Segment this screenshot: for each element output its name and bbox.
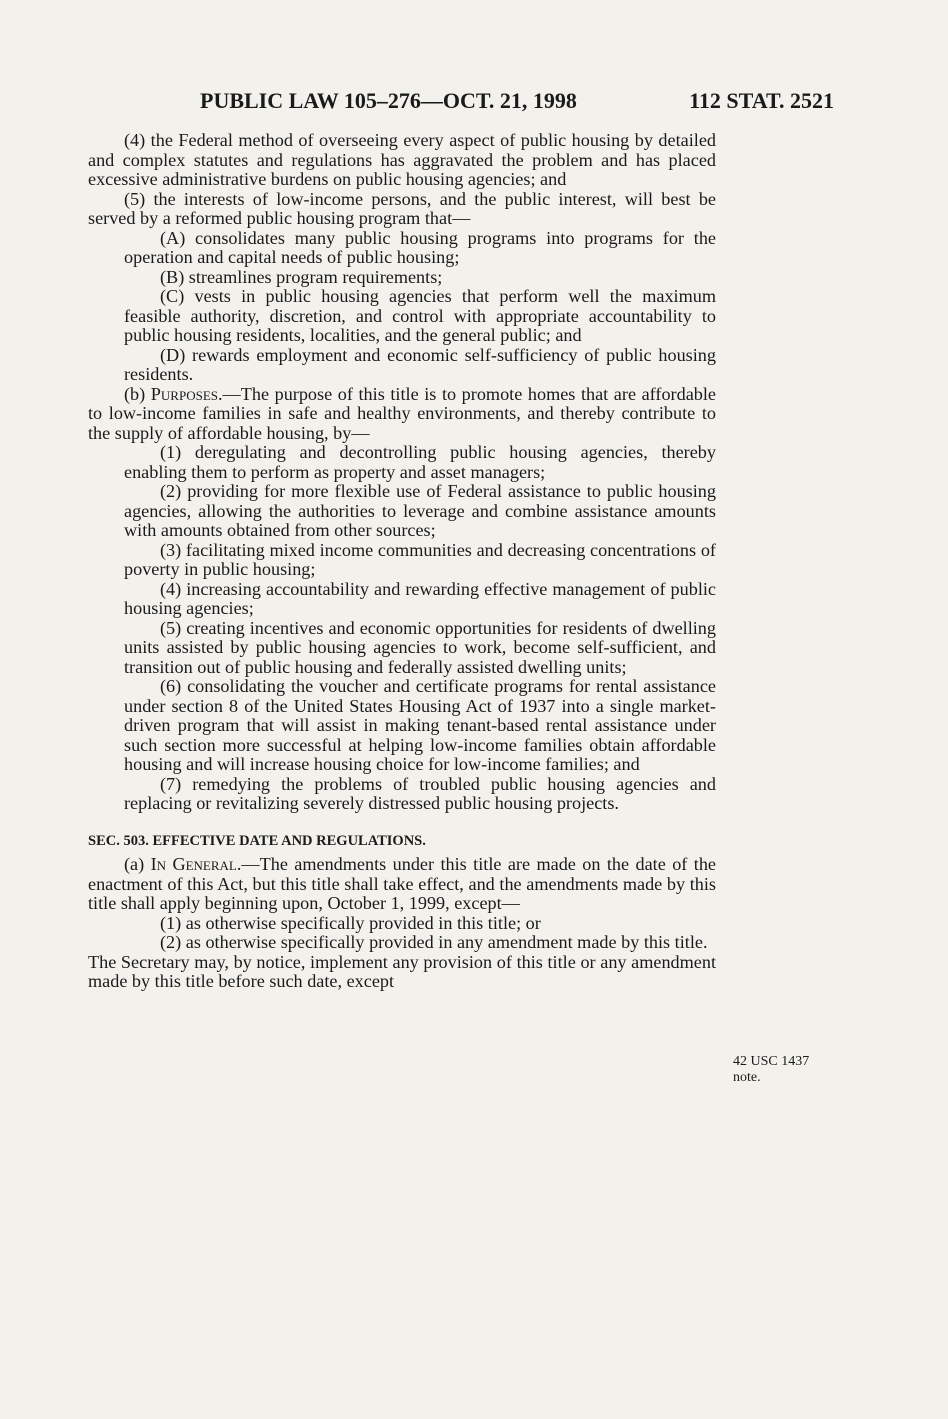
purpose-item-1: (1) deregulating and decontrolling public housing agencies, thereby enabling them to perform as property and asset managers; [124,442,716,482]
purposes-label: (b) [124,383,151,404]
purpose-item-5: (5) creating incentives and economic opportunities for residents of dwelling units assisted by public housing agencies to work, become self-sufficient, and transition out of public housing and federally assisted dwelling units; [124,617,716,677]
closing-paragraph: The Secretary may, by notice, implement any provision of this title or any amendment made by this title before such date, except [88,951,716,991]
exception-item-2: (2) as otherwise specifically provided in any amendment made by this title. [160,932,708,952]
purposes-heading: Purposes [150,383,218,404]
margin-note-citation: 42 USC 1437 [733,1054,810,1069]
finding-subparagraph-b: (B) streamlines program requirements; [160,266,443,287]
statute-page-number: 112 STAT. 2521 [689,88,834,113]
section-503-heading: SEC. 503. EFFECTIVE DATE AND REGULATIONS. [88,832,426,849]
section-503-subsection-a [88,855,716,914]
purpose-item-4: (4) increasing accountability and rewarding effective management of public housing agencies; [124,578,716,618]
public-law-citation: PUBLIC LAW 105–276—OCT. 21, 1998 [200,88,577,113]
finding-paragraph-5: (5) the interests of low-income persons, and the public interest, will best be served by a reformed public housing program that— [88,188,716,228]
purposes-intro: .—The purpose of this title is to promote homes that are affordable to low-income families in safe and healthy environments, and thereby contribute to the supply of affordable housing, by— [88,383,716,443]
exception-item-1: (1) as otherwise specifically provided in this title; or [160,912,541,933]
document-body [88,131,716,992]
subsection-a-label: (a) [124,854,151,874]
purpose-item-6: (6) consolidating the voucher and certificate programs for rental assistance under section 8 of the United States Housing Act of 1937 into a single market-driven program that will assist in making tenant-based rental assistance under such section more successful at helping low-income families obtain affordable housing and will increase housing choice for low-income families; and [124,676,716,774]
subsection-a-heading: In General [150,854,237,874]
subsection-a-intro: .—The amendments under this title are made on the date of the enactment of this Act, but this title shall take effect, and the amendments made by this title shall apply beginning upon, October 1, 1999, except— [88,854,716,913]
finding-paragraph-4: (4) the Federal method of overseeing every aspect of public housing by detailed and complex statutes and regulations has aggravated the problem and has placed excessive administrative burdens on public housing agencies; and [88,130,716,189]
margin-note [733,1054,843,1086]
purpose-item-7: (7) remedying the problems of troubled public housing agencies and replacing or revitalizing severely distressed public housing projects. [124,773,716,813]
purpose-item-2: (2) providing for more flexible use of Federal assistance to public housing agencies, allowing the authorities to leverage and combine assistance amounts with amounts obtained from other sources; [124,481,716,540]
purpose-item-3: (3) facilitating mixed income communities and decreasing concentrations of poverty in public housing; [124,539,716,579]
finding-subparagraph-c: (C) vests in public housing agencies that perform well the maximum feasible authority, discretion, and control with appropriate accountability to public housing residents, localities, and the general public; and [124,286,716,345]
purposes-paragraph [88,385,716,444]
margin-note-label: note. [733,1070,761,1085]
page-header [200,88,834,116]
finding-subparagraph-a: (A) consolidates many public housing programs into programs for the operation and capital needs of public housing; [124,227,716,267]
finding-subparagraph-d: (D) rewards employment and economic self-sufficiency of public housing residents. [124,344,716,384]
